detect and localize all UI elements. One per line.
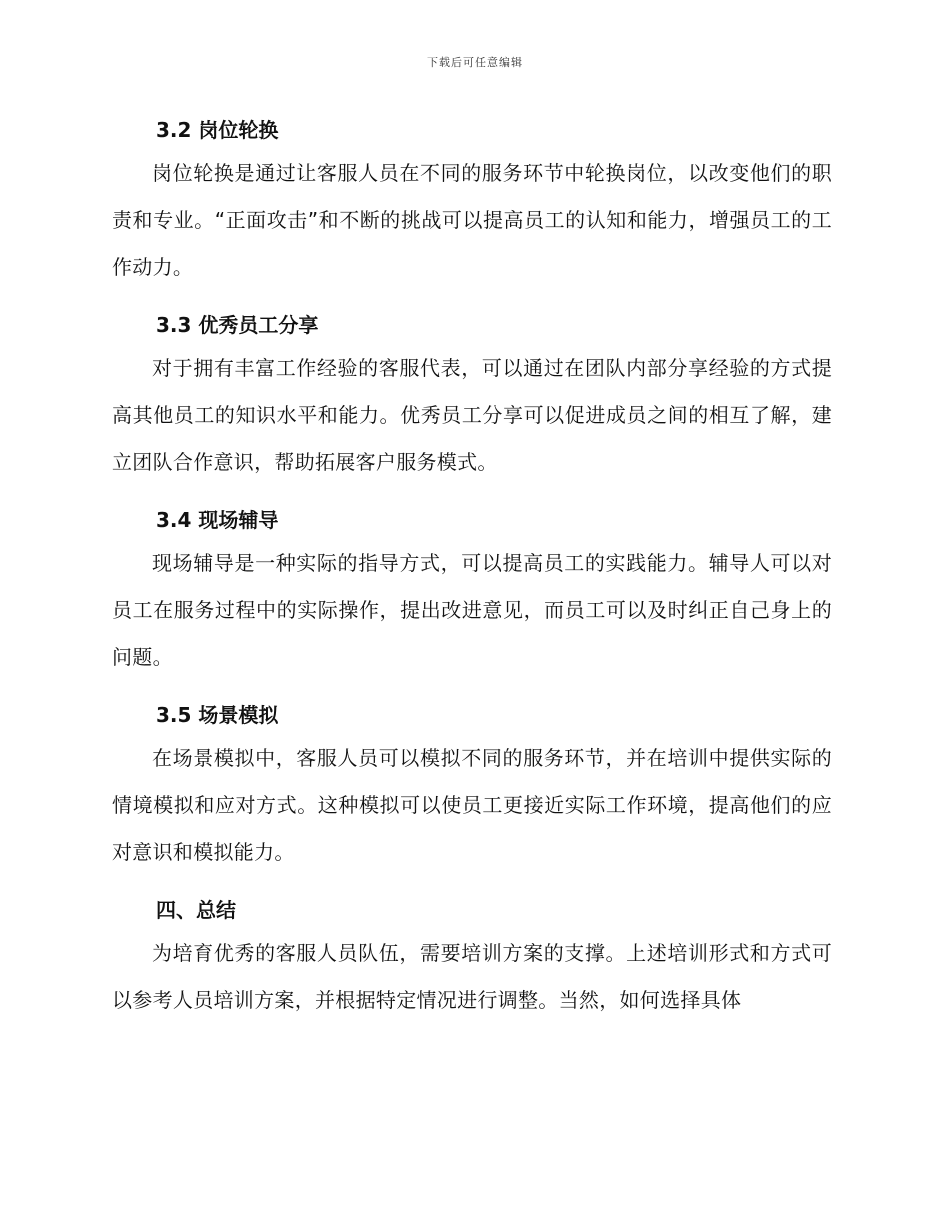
section-3-3 [112,305,832,486]
section-paragraph: 对于拥有丰富工作经验的客服代表，可以通过在团队内部分享经验的方式提高其他员工的知识水平和能力。优秀员工分享可以促进成员之间的相互了解，建立团队合作意识，帮助拓展客户服务模式。 [112,356,832,474]
section-heading: 3.5 场景模拟 [156,703,279,727]
section-3-5 [112,695,832,876]
section-heading: 四、总结 [156,898,236,922]
section-3-4 [112,500,832,681]
section-3-2 [112,110,832,291]
document-body [112,110,832,1038]
section-summary [112,890,832,1024]
section-paragraph: 岗位轮换是通过让客服人员在不同的服务环节中轮换岗位，以改变他们的职责和专业。“正面攻击”和不断的挑战可以提高员工的认知和能力，增强员工的工作动力。 [112,161,832,279]
section-heading: 3.2 岗位轮换 [156,118,279,142]
section-heading: 3.3 优秀员工分享 [156,313,319,337]
section-paragraph: 现场辅导是一种实际的指导方式，可以提高员工的实践能力。辅导人可以对员工在服务过程中的实际操作，提出改进意见，而员工可以及时纠正自己身上的问题。 [112,551,832,669]
page-header-note: 下载后可任意编辑 [427,56,523,69]
section-paragraph: 在场景模拟中，客服人员可以模拟不同的服务环节，并在培训中提供实际的情境模拟和应对方式。这种模拟可以使员工更接近实际工作环境，提高他们的应对意识和模拟能力。 [112,746,832,864]
section-paragraph: 为培育优秀的客服人员队伍，需要培训方案的支撑。上述培训形式和方式可以参考人员培训方案，并根据特定情况进行调整。当然，如何选择具体 [112,941,832,1012]
section-heading: 3.4 现场辅导 [156,508,279,532]
